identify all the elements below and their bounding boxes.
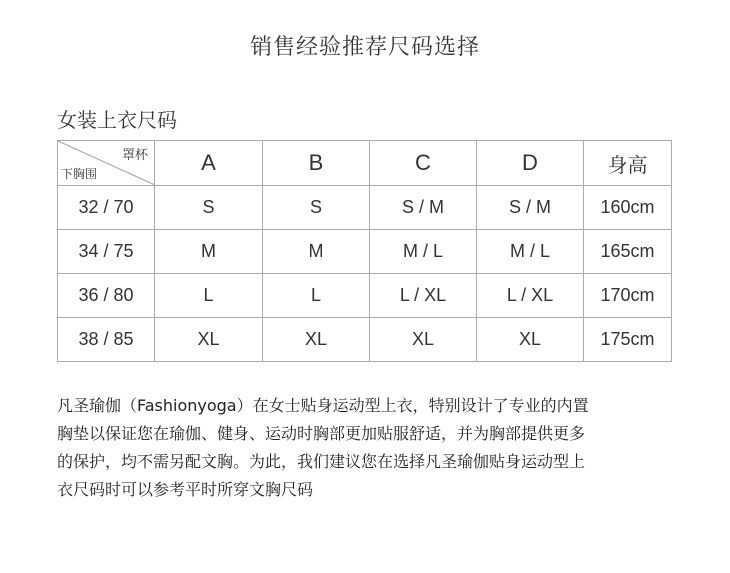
size-cell-a: M	[155, 230, 263, 274]
size-cell-b: L	[263, 274, 370, 318]
paragraph-line: 胸垫以保证您在瑜伽、健身、运动时胸部更加贴服舒适，并为胸部提供更多	[57, 424, 586, 443]
size-cell-b: XL	[263, 318, 370, 362]
paragraph-line: 衣尺码时可以参考平时所穿文胸尺码	[57, 480, 314, 499]
height-cell: 165cm	[584, 230, 672, 274]
height-cell: 160cm	[584, 186, 672, 230]
cup-label: 罩杯	[121, 148, 148, 163]
table-row	[58, 274, 672, 318]
size-cell-c: L / XL	[370, 274, 477, 318]
size-cell-d: L / XL	[477, 274, 584, 318]
table-row	[58, 230, 672, 274]
table-row	[58, 186, 672, 230]
cup-header-d: D	[477, 141, 584, 186]
size-table	[57, 140, 672, 362]
size-cell-a: L	[155, 274, 263, 318]
size-cell-b: M	[263, 230, 370, 274]
page-title: 销售经验推荐尺码选择	[249, 35, 480, 60]
table-row	[58, 318, 672, 362]
height-cell: 175cm	[584, 318, 672, 362]
height-header: 身高	[584, 141, 672, 186]
description-paragraph	[57, 392, 697, 504]
size-cell-c: XL	[370, 318, 477, 362]
section-title: 女装上衣尺码	[57, 108, 177, 132]
band-cell: 38 / 85	[58, 318, 155, 362]
size-cell-d: S / M	[477, 186, 584, 230]
size-cell-a: XL	[155, 318, 263, 362]
cup-header-b: B	[263, 141, 370, 186]
band-cell: 32 / 70	[58, 186, 155, 230]
size-cell-b: S	[263, 186, 370, 230]
height-cell: 170cm	[584, 274, 672, 318]
paragraph-line: 的保护，均不需另配文胸。为此，我们建议您在选择凡圣瑜伽贴身运动型上	[57, 452, 586, 471]
band-cell: 34 / 75	[58, 230, 155, 274]
band-cell: 36 / 80	[58, 274, 155, 318]
corner-header-cell	[58, 141, 155, 186]
paragraph-line: 凡圣瑜伽（Fashionyoga）在女士贴身运动型上衣，特别设计了专业的内置	[57, 396, 589, 415]
underbust-label: 下胸围	[61, 167, 98, 181]
size-cell-d: XL	[477, 318, 584, 362]
size-cell-a: S	[155, 186, 263, 230]
cup-header-a: A	[155, 141, 263, 186]
size-cell-d: M / L	[477, 230, 584, 274]
size-cell-c: M / L	[370, 230, 477, 274]
cup-header-c: C	[370, 141, 477, 186]
table-header-row	[58, 141, 672, 186]
size-cell-c: S / M	[370, 186, 477, 230]
